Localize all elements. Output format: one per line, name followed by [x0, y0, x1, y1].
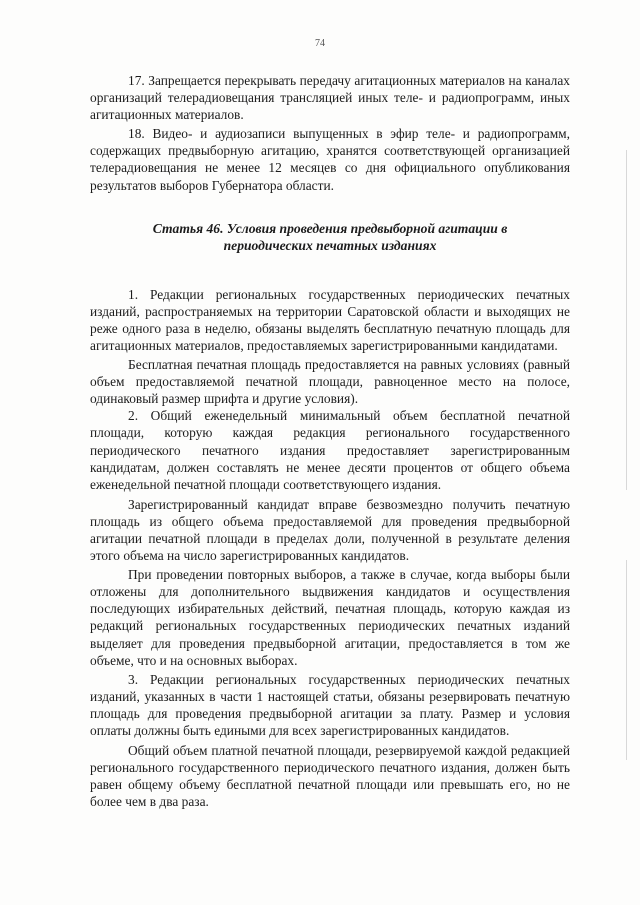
page-number: 74	[315, 38, 325, 49]
article-title: Статья 46. Условия проведения предвыборной агитации в периодических печатных изданиях	[152, 220, 508, 253]
paragraph-17: 17. Запрещается перекрывать передачу агитационных материалов на каналах организаций телерадиовещания трансляцией иных теле- и радиопрограмм, иных агитационных материалов.	[90, 73, 570, 123]
paragraph-18: 18. Видео- и аудиозаписи выпущенных в эфир теле- и радиопрограмм, содержащих предвыборную агитацию, хранятся соответствующей организацией телерадиовещания не менее 12 месяцев со дня официального опубликования результатов выборов Губернатора области.	[90, 126, 570, 193]
document-body	[90, 72, 570, 810]
paragraph-repeat-elections: При проведении повторных выборов, а также в случае, когда выборы были отложены для дополнительного выдвижения кандидатов и осуществления последующих избирательных действий, печатная площадь, которую каждая из редакций региональных государственных периодических печатных изданий выделяет для проведения предвыборной агитации, предоставляется в том же объеме, что и на основных выборах.	[90, 567, 570, 668]
spacer	[90, 254, 570, 286]
scan-edge-mark	[626, 150, 627, 490]
scan-edge-mark	[626, 560, 627, 760]
paragraph-free-space: Бесплатная печатная площадь предоставляется на равных условиях (равный объем предоставляемой печатной площади, равноценное место на полосе, одинаковый размер шрифта и другие условия).	[90, 357, 570, 407]
paragraph-part-2: 2. Общий еженедельный минимальный объем бесплатной печатной площади, которую каждая редакция регионального государственного периодического печатного издания предоставляет зарегистрированным кандидатам, должен составлять не менее десяти процентов от общего объема еженедельной печатной площади соответствующего издания.	[90, 408, 570, 492]
paragraph-registered-candidate: Зарегистрированный кандидат вправе безвозмездно получить печатную площадь из общего объема предоставляемой для проведения предвыборной агитации печатной площади в пределах доли, полученной в результате деления этого объема на число зарегистрированных кандидатов.	[90, 496, 570, 564]
paragraph-part-3: 3. Редакции региональных государственных периодических печатных изданий, указанных в части 1 настоящей статьи, обязаны резервировать печатную площадь для проведения предвыборной агитации за плату. Размер и условия оплаты должны быть едиными для всех зарегистрированных кандидатов.	[90, 671, 570, 738]
paragraph-paid-space: Общий объем платной печатной площади, резервируемой каждой редакцией регионального государственного периодического печатного издания, должен быть равен общему объему бесплатной печатной площади или превышать его, но не более чем в два раза.	[90, 743, 570, 810]
paragraph-part-1: 1. Редакции региональных государственных периодических печатных изданий, распространяемых на территории Саратовской области и выходящих не реже одного раза в неделю, обязаны выделять бесплатную печатную площадь для агитационных материалов, предоставляемых зарегистрированными кандидатами.	[90, 286, 570, 353]
